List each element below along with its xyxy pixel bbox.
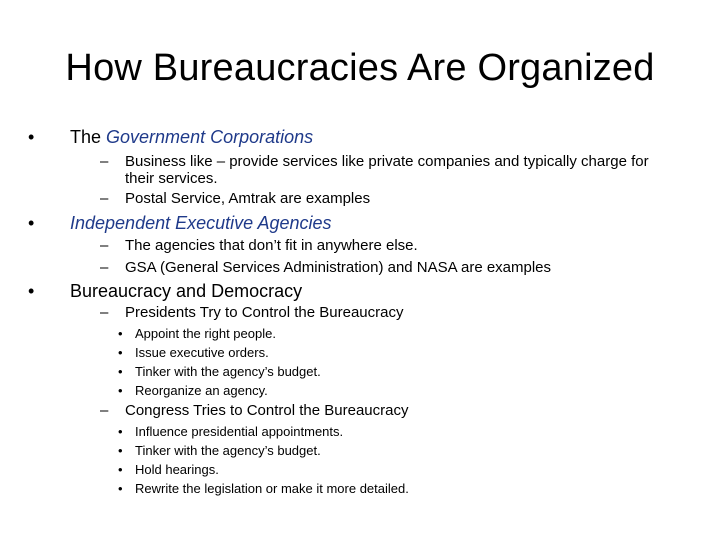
- sub-bullet-marker: –: [100, 190, 109, 207]
- bullet-bureaucracy-and-democracy: Bureaucracy and Democracy: [70, 281, 303, 301]
- sub-bullet-marker: –: [100, 153, 109, 170]
- sub-bullet-text-continued: their services.: [125, 170, 218, 187]
- sub-bullet-marker: –: [100, 304, 109, 321]
- bullet-marker: •: [28, 281, 35, 301]
- list-item-marker: •: [118, 364, 123, 379]
- sub-heading-congress: Congress Tries to Control the Bureaucracy: [125, 402, 409, 419]
- list-item-marker: •: [118, 462, 123, 477]
- slide-title: How Bureaucracies Are Organized: [65, 47, 655, 89]
- list-item: Rewrite the legislation or make it more detailed.: [135, 481, 409, 496]
- bullet-emphasis: Government Corporations: [106, 127, 314, 147]
- list-item: Hold hearings.: [135, 462, 219, 477]
- sub-bullet-text: Postal Service, Amtrak are examples: [125, 190, 371, 207]
- list-item-marker: •: [118, 481, 123, 496]
- bullet-independent-executive-agencies: Independent Executive Agencies: [70, 213, 332, 233]
- list-item-marker: •: [118, 383, 123, 398]
- list-item: Influence presidential appointments.: [135, 424, 344, 439]
- list-item-marker: •: [118, 326, 123, 341]
- list-item: Reorganize an agency.: [135, 383, 268, 398]
- bullet-prefix: The: [70, 127, 107, 147]
- list-item: Tinker with the agency’s budget.: [135, 364, 321, 379]
- bullet-marker: •: [28, 213, 35, 233]
- list-item-marker: •: [118, 443, 123, 458]
- sub-bullet-text: Business like – provide services like private companies and typically charge for: [125, 153, 649, 170]
- sub-heading-presidents: Presidents Try to Control the Bureaucracy: [125, 304, 404, 321]
- sub-bullet-text: The agencies that don’t fit in anywhere else.: [125, 237, 418, 254]
- list-item: Appoint the right people.: [135, 326, 276, 341]
- sub-bullet-marker: –: [100, 402, 109, 419]
- list-item: Tinker with the agency’s budget.: [135, 443, 321, 458]
- sub-bullet-marker: –: [100, 259, 109, 276]
- bullet-marker: •: [28, 127, 35, 147]
- list-item: Issue executive orders.: [135, 345, 269, 360]
- sub-bullet-marker: –: [100, 237, 109, 254]
- list-item-marker: •: [118, 345, 123, 360]
- sub-bullet-text: GSA (General Services Administration) and NASA are examples: [125, 259, 552, 276]
- list-item-marker: •: [118, 424, 123, 439]
- bullet-government-corporations: [70, 126, 313, 148]
